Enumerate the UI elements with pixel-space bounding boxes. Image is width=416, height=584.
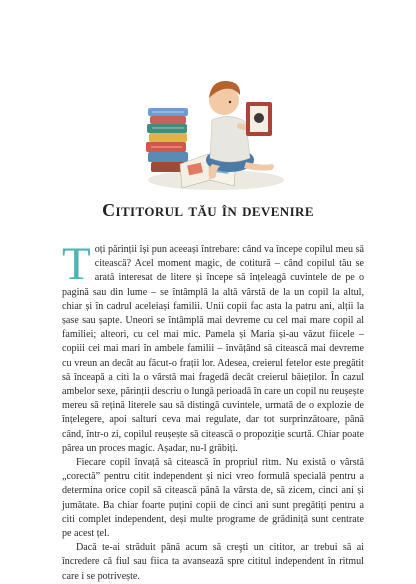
page-title: Cititorul tău în devenire	[102, 200, 314, 220]
drop-cap: T	[62, 238, 91, 290]
paragraph-1	[62, 238, 364, 456]
held-book-icon	[246, 102, 272, 136]
paragraph-3: Dacă te-ai străduit până acum să creşti un cititor, ar trebui să ai încredere că fiul sau fiica ta avansează spre cititul independent în ritmul care i se potrivește.	[62, 542, 364, 582]
body-text	[62, 238, 364, 584]
paragraph-2: Fiecare copil învață să citească în propriul ritm. Nu există o vârstă „corectă” pentru citit independent și nici vreo formulă specială pentru a determina orice copil să citească până la vârsta de, să zicem, cinci ani și jumătate. Ba chiar foarte puțini copii de cinci ani sunt pregătiți pentru a citi complet independent, deși multe programe de grădiniță sunt centrate pe acest țel.	[62, 457, 364, 540]
paragraph-1-text: oți părinții își pun aceeași întrebare: când va începe copilul meu să citească? Acel moment magic, de cotitură – când copilul tău se arată interesat de litere și începe să înțeleagă cuvintele de pe o pagină sau din lume – se întâmplă la altă vârstă de la un copil la altul, chiar și în cadrul aceleiași familii. Unii copii fac asta la patru ani, alții la șase sau șapte. Uneori se întâmplă mai devreme cu cel mai mare copil al familiei; alteori, cu cel mai mic. Pamela și Maria și-au văzut fiicele – copiii cei mai mari în ambele familii – învățând să citească mai devreme cu vreun an decât au făcut-o frații lor. Adesea, creierul fetelor este pregătit să înceapă a citi la o vârstă mai fragedă decât creierul băieților. În cazul ambelor sexe, părinții descriu o lungă perioadă în care un copil nu reușește mereu să rețină literele sau să distingă cuvintele, urmată de o explozie de înțelegere, apoi salturi ceva mai regulate, dar tot surprinzătoare, până când, într-o zi, copilul reușește să citească o propoziție scurtă. Chiar poate părea un proces magic. Așadar, nu-l grăbiți.	[62, 244, 364, 454]
child-reading-illustration	[138, 56, 288, 196]
